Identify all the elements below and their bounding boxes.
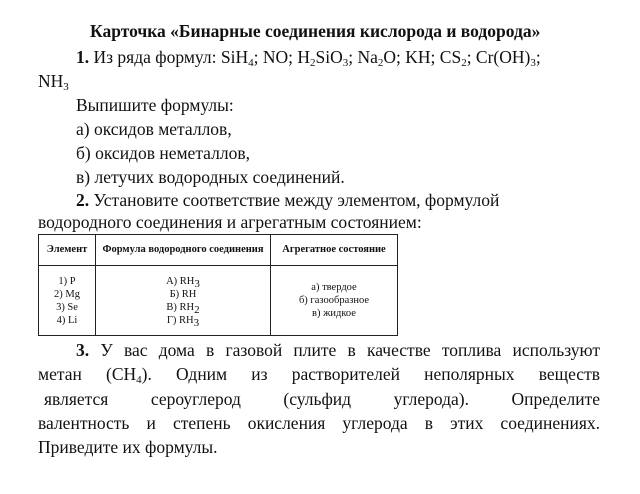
task1-item-c: в) летучих водородных соединений.: [76, 167, 345, 187]
header-element: Элемент: [39, 235, 96, 266]
task3-text: У вас дома в газовой плите в качестве топлива используют: [100, 340, 600, 360]
formulas-cell: [96, 266, 271, 336]
task3-line1: [76, 339, 600, 361]
task1-formula-nh3: $NH_3$: [38, 71, 69, 93]
task3-line5: Приведите их формулы.: [38, 437, 218, 457]
formula-item: Б) RH: [169, 288, 197, 300]
element-item: 1) P: [58, 275, 76, 287]
task3-number: 3.: [76, 340, 90, 360]
task2-number: 2.: [76, 190, 90, 210]
formula-item: В) $RH_2$: [166, 301, 200, 316]
element-item: 3) Se: [56, 301, 78, 313]
element-item: 4) Li: [56, 314, 78, 326]
task1-item-a: а) оксидов металлов,: [76, 119, 232, 139]
task1-item-b: б) оксидов неметаллов,: [76, 143, 250, 163]
state-item: в) жидкое: [312, 308, 356, 319]
task3-line2: метан $(CH_4)$. Одним из растворителей неполярных веществ: [38, 364, 600, 386]
state-item: а) твердое: [311, 282, 357, 293]
states-cell: [271, 266, 398, 336]
header-state: Агрегатное состояние: [271, 235, 398, 266]
task1-instruction: Выпишите формулы:: [76, 95, 234, 115]
table-header-row: [39, 235, 398, 266]
elements-cell: [39, 266, 96, 336]
formula-item: Г) $RH_3$: [166, 314, 200, 329]
page-title: Карточка «Бинарные соединения кислорода и водорода»: [90, 21, 541, 41]
element-item: 2) Mg: [54, 288, 80, 300]
task1-number: 1.: [76, 47, 90, 67]
state-item: б) газообразное: [298, 295, 370, 306]
task3-line3: является сероуглерод (сульфид углерода). Определите: [44, 389, 600, 409]
correspondence-table: [38, 234, 398, 336]
task2-line1: [76, 189, 499, 211]
table-row: [39, 266, 398, 336]
task2-text: Установите соответствие между элементом, формулой: [93, 190, 500, 210]
task2-line2: водородного соединения и агрегатным состоянием:: [38, 212, 422, 232]
task1-text: Из ряда формул:: [93, 47, 217, 67]
task3-line4: валентность и степень окисления углерода в этих соединениях.: [38, 413, 600, 433]
task1-line: 1. Из ряда формул: SiH$_4$; NO; $H_2SiO_3$; $Na_2O$; KH; $CS_2$; $Cr(OH)_3$;: [76, 47, 541, 69]
formula-item: А) $RH_3$: [166, 275, 200, 290]
header-formula: Формула водородного соединения: [96, 235, 271, 266]
